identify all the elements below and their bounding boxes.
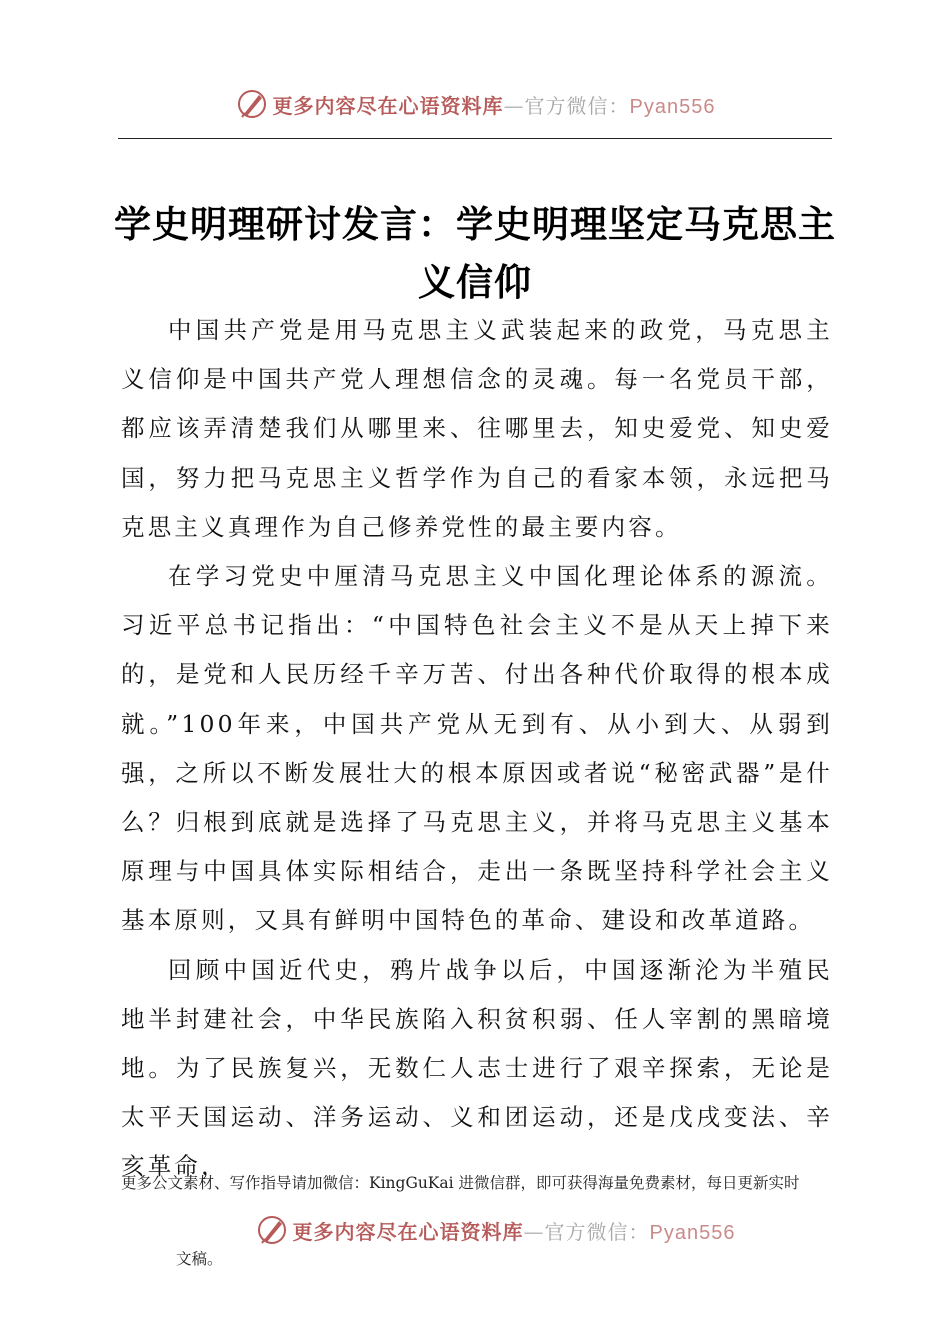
- watermark-text: [273, 90, 716, 119]
- footer-watermark: [0, 1210, 950, 1250]
- header-divider: [118, 138, 832, 139]
- pen-logo-icon: [255, 1213, 289, 1247]
- watermark-separator: —: [523, 1219, 545, 1244]
- watermark-official: 官方微信：: [524, 93, 630, 118]
- paragraph-2: 在学习党史中厘清马克思主义中国化理论体系的源流。习近平总书记指出：“中国特色社会主义不是从天上掉下来的，是党和人民历经千辛万苦、付出各种代价取得的根本成就。”100年来，中国共产党从无到有、从小到大、从弱到强，之所以不断发展壮大的根本原因或者说“秘密武器”是什么？归根到底就是选择了马克思主义，并将马克思主义基本原理与中国具体实际相结合，走出一条既坚持科学社会主义基本原则，又具有鲜明中国特色的革命、建设和改革道路。: [121, 562, 833, 935]
- watermark-wechat-id: Pyan556: [629, 95, 716, 118]
- watermark-brand: 更多内容尽在心语资料库: [272, 93, 504, 118]
- watermark-brand: 更多内容尽在心语资料库: [292, 1219, 524, 1244]
- watermark-separator: —: [503, 93, 525, 118]
- watermark-text: [293, 1216, 736, 1245]
- paragraph-1: 中国共产党是用马克思主义武装起来的政党，马克思主义信仰是中国共产党人理想信念的灵魂。每一名党员干部，都应该弄清楚我们从哪里来、往哪里去，知史爱党、知史爱国，努力把马克思主义哲学作为自己的看家本领，永远把马克思主义真理作为自己修养党性的最主要内容。: [121, 316, 833, 541]
- pen-logo-icon: [235, 87, 269, 121]
- header-watermark: [0, 84, 950, 124]
- footer-note: 更多公文素材、写作指导请加微信：KingGuKai 进微信群，即可获得海量免费素材，每日更新实时: [121, 1174, 800, 1192]
- watermark-official: 官方微信：: [544, 1219, 650, 1244]
- document-title: 学史明理研讨发言：学史明理坚定马克思主义信仰: [114, 201, 836, 304]
- paragraph-3: 回顾中国近代史，鸦片战争以后，中国逐渐沦为半殖民地半封建社会，中华民族陷入积贫积弱、任人宰割的黑暗境地。为了民族复兴，无数仁人志士进行了艰辛探索，无论是太平天国运动、洋务运动、义和团运动，还是戊戌变法、辛亥革命，: [121, 955, 833, 1181]
- watermark-wechat-id: Pyan556: [649, 1221, 736, 1244]
- footer-note-continued: 文稿。: [176, 1250, 223, 1268]
- document-body: [121, 306, 833, 1192]
